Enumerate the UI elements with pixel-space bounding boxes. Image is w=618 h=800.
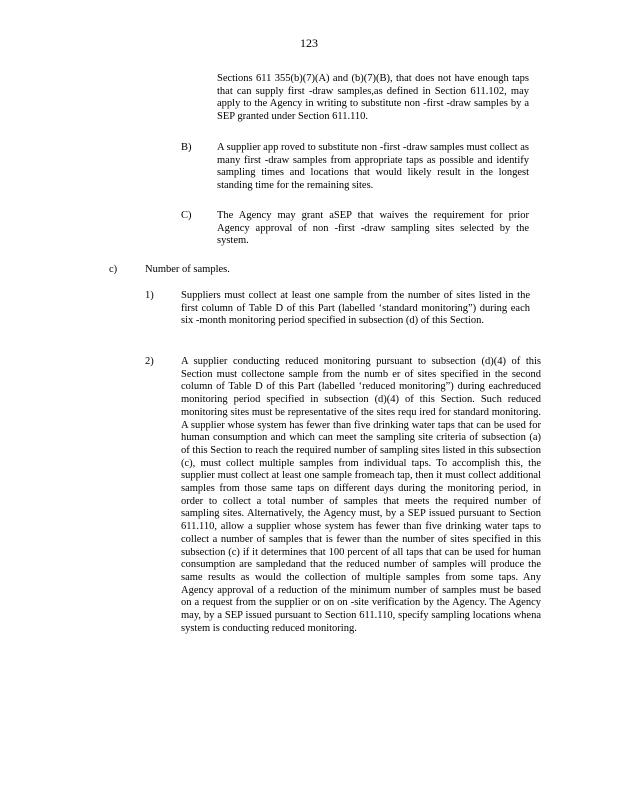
item-b-label: B) <box>181 142 192 153</box>
item-2-paragraph: A supplier conducting reduced monitoring pursuant to subsection (d)(4) of this Section must collectone sample from the numb er of sites specified in the second column of Table D of this Part (labelled ‘reduced monitoring”) during eachreduced monitoring period specified in subsection (d)(4) of this Section. Such reduced monitoring sites must be representative of the sites requ ired for standard monitoring. A supplier whose system has fewer than five drinking water taps that can be used for human consumption and which can meet the sampling site criteria of subsection (a) of this Section to reach the required number of sampling sites listed in this subsection (c), must collect multiple samples from individual taps. To accomplish this, the supplier must collect at least one sample fromeach tap, then it must collect additional samples from those same taps on different days during the monitoring period, in order to collect a total number of samples that meets the required number of sampling sites. Alternatively, the Agency must, by a SEP issued pursuant to Section 611.110, allow a supplier whose system has fewer than five drinking water taps to collect a number of samples that is fewer than the number of sites specified in this subsection (c) if it determines that 100 percent of all taps that can be used for human consumption are sampledand that the reduced number of samples will produce the same results as would the collection of multiple samples from some taps. Any Agency approval of a reduction of the minimum number of samples must be based on a request from the supplier or on on -site verification by the Agency. The Agency may, by a SEP issued pursuant to Section 611.110, specify sampling locations whena system is conducting reduced monitoring. <box>181 356 541 634</box>
item-c-paragraph: The Agency may grant aSEP that waives the requirement for prior Agency approval of non -first -draw sampling sites selected by the system. <box>217 210 529 247</box>
item-2-label: 2) <box>145 356 154 367</box>
page-number: 123 <box>300 36 318 50</box>
section-c-heading: Number of samples. <box>145 264 230 275</box>
intro-continuation-paragraph: Sections 611 355(b)(7)(A) and (b)(7)(B), that does not have enough taps that can supply first -draw samples,as defined in Section 611.102, may apply to the Agency in writing to substitute non -first -draw samples by a SEP granted under Section 611.110. <box>217 73 529 123</box>
item-1-label: 1) <box>145 290 154 301</box>
item-c-label: C) <box>181 210 192 221</box>
item-b-paragraph: A supplier app roved to substitute non -first -draw samples must collect as many first -draw samples from appropriate taps as possible and identify sampling times and locations that would likely result in the longest standing time for the remaining sites. <box>217 142 529 192</box>
section-c-label: c) <box>109 264 118 275</box>
item-1-paragraph: Suppliers must collect at least one sample from the number of sites listed in the first column of Table D of this Part (labelled ‘standard monitoring”) during each six -month monitoring period specified in subsection (d) of this Section. <box>181 290 530 327</box>
